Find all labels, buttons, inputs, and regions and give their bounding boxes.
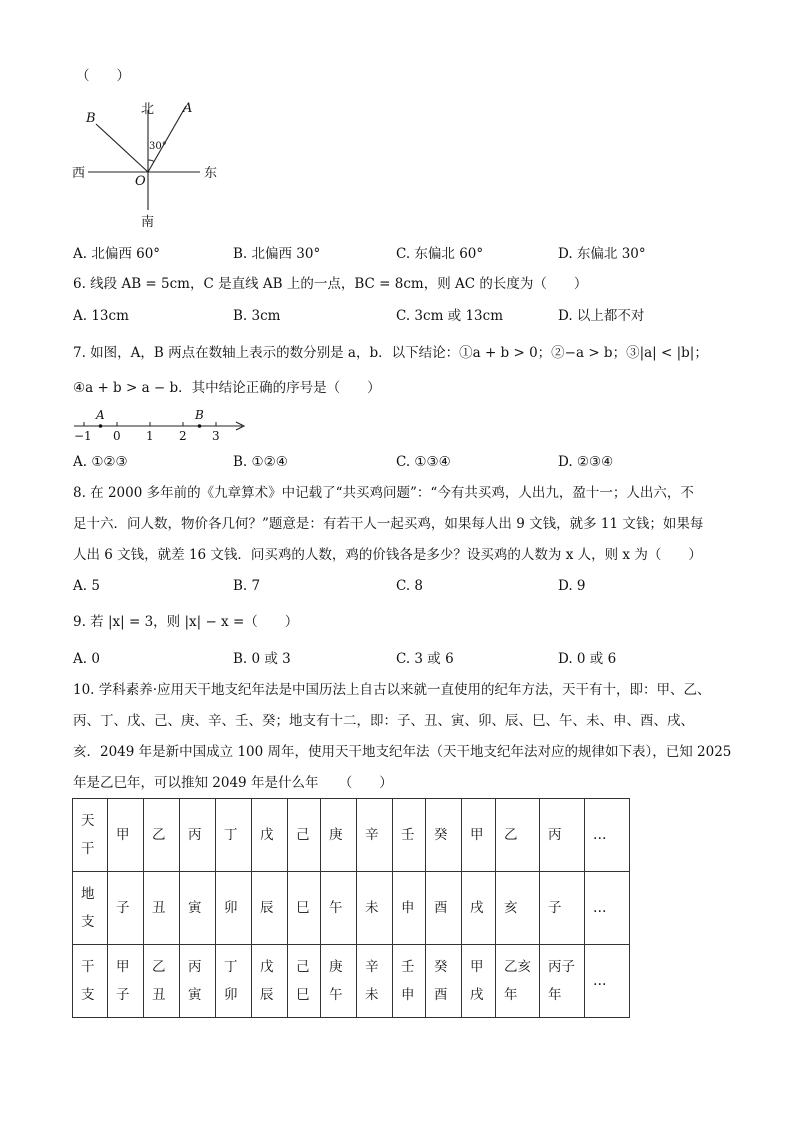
cell-text: … [593, 900, 607, 916]
north-label: 北 [141, 102, 155, 117]
q8-stem-line2: 足十六．问人数，物价各几何？”题意是：有若干人一起买鸡，如果每人出 9 文钱，就多 11 文钱；如果每 [73, 516, 704, 532]
cell-text: 甲 [116, 959, 130, 975]
table-cell [496, 945, 540, 1018]
q8-stem-line3: 人出 6 文钱，就差 16 文钱．问买鸡的人数，鸡的价钱各是多少？设买鸡的人数为 x 人，则 x 为（ ） [73, 547, 702, 563]
cell-text: 癸 [434, 827, 448, 843]
cell-text: 癸 [434, 959, 448, 975]
option-a[interactable]: A. 北偏西 60° [73, 246, 161, 262]
cell-text: 戌 [470, 987, 484, 1003]
tiangan-row [73, 799, 630, 872]
cell-text: 子 [116, 987, 130, 1003]
table-cell [144, 872, 180, 945]
q6-stem: 6. 线段 AB = 5cm，C 是直线 AB 上的一点，BC = 8cm，则 AC 的长度为（ ） [73, 276, 588, 292]
table-cell [108, 799, 144, 872]
cell-text: 寅 [188, 987, 202, 1003]
table-cell [462, 945, 496, 1018]
table-cell [585, 799, 630, 872]
table-cell [393, 799, 426, 872]
cell-text: 壬 [401, 959, 415, 975]
cell-text: 申 [401, 900, 415, 916]
table-cell [357, 945, 393, 1018]
table-cell [216, 799, 252, 872]
tick-label: −1 [74, 429, 92, 443]
tick-label: 0 [113, 429, 121, 443]
number-line-figure [70, 404, 255, 444]
option-b[interactable]: B. 7 [233, 578, 261, 594]
cell-text: 丁 [224, 827, 238, 843]
cell-text: 乙 [152, 959, 166, 975]
east-label: 东 [204, 166, 218, 181]
option-d[interactable]: D. 东偏北 30° [558, 246, 646, 262]
cell-text: 辰 [260, 900, 274, 916]
row-header-text: 地 [81, 886, 95, 902]
cell-text: 巳 [296, 900, 310, 916]
tick-label: 2 [179, 429, 187, 443]
cell-text: 申 [401, 987, 415, 1003]
compass-figure [70, 98, 230, 230]
table-cell [180, 799, 216, 872]
cell-text: 未 [365, 900, 379, 916]
cell-text: … [593, 973, 607, 989]
table-cell [462, 799, 496, 872]
option-d[interactable]: D. 0 或 6 [558, 651, 617, 667]
table-cell [321, 872, 357, 945]
option-a[interactable]: A. 5 [73, 578, 100, 594]
cell-text: 年 [548, 987, 562, 1003]
row-header-cell [73, 799, 108, 872]
table-cell [540, 799, 585, 872]
cell-text: 酉 [434, 987, 448, 1003]
cell-text: 寅 [188, 900, 202, 916]
option-c[interactable]: C. 3 或 6 [396, 651, 454, 667]
cell-text: 戌 [470, 900, 484, 916]
table-cell [144, 799, 180, 872]
cell-text: 卯 [224, 987, 238, 1003]
cell-text: 丑 [152, 987, 166, 1003]
cell-text: 未 [365, 987, 379, 1003]
table-cell [144, 945, 180, 1018]
table-cell [252, 872, 288, 945]
q7-stem-line2: ④a + b > a − b．其中结论正确的序号是（ ） [73, 380, 381, 396]
option-c[interactable]: C. 3cm 或 13cm [396, 308, 504, 324]
table-cell [108, 945, 144, 1018]
cell-text: 酉 [434, 900, 448, 916]
option-c[interactable]: C. 8 [396, 578, 424, 594]
cell-text: 庚 [329, 959, 343, 975]
q10-stem-line4: 年是乙巳年，可以推知 2049 年是什么年 （ ） [73, 775, 393, 791]
table-cell [288, 872, 321, 945]
row-header-text: 支 [81, 914, 95, 930]
tick-label: 3 [212, 429, 220, 443]
ray-OB [96, 124, 148, 172]
point-A [99, 424, 103, 428]
option-b[interactable]: B. 3cm [233, 308, 281, 324]
ganzhi-table [72, 798, 630, 1018]
row-header-text: 干 [81, 959, 95, 975]
table-cell [216, 872, 252, 945]
option-b[interactable]: B. 北偏西 30° [233, 246, 321, 262]
q10-stem-line1: 10. 学科素养·应用天干地支纪年法是中国历法上自古以来就一直使用的纪年方法，天干有十，即：甲、乙、 [73, 682, 711, 698]
table-cell [108, 872, 144, 945]
option-d[interactable]: D. 9 [558, 578, 586, 594]
cell-text: 卯 [224, 900, 238, 916]
cell-text: 丙 [188, 959, 202, 975]
q8-stem-line1: 8. 在 2000 多年前的《九章算术》中记载了“共买鸡问题”：“今有共买鸡，人出九，盈十一；人出六，不 [73, 485, 694, 501]
cell-text: 己 [296, 959, 310, 975]
table-cell [393, 872, 426, 945]
cell-text: 丙子 [548, 959, 575, 975]
cell-text: 丁 [224, 959, 238, 975]
row-header-cell [73, 872, 108, 945]
q5-answer-bracket: （ ） [76, 68, 130, 84]
cell-text: 甲 [470, 959, 484, 975]
table-cell [288, 799, 321, 872]
cell-text: 丑 [152, 900, 166, 916]
cell-text: 壬 [401, 827, 415, 843]
point-A-label: A [96, 408, 105, 422]
table-cell [426, 872, 462, 945]
table-cell [496, 872, 540, 945]
table-cell [216, 945, 252, 1018]
cell-text: 甲 [470, 827, 484, 843]
cell-text: 丙 [188, 827, 202, 843]
tick-label: 1 [146, 429, 154, 443]
point-A-label: A [183, 101, 193, 116]
option-d[interactable]: D. 以上都不对 [558, 308, 645, 324]
q9-stem: 9. 若 |x| = 3，则 |x| − x =（ ） [73, 614, 299, 630]
table-cell [321, 799, 357, 872]
option-b[interactable]: B. 0 或 3 [233, 651, 291, 667]
point-B-label: B [86, 111, 96, 126]
row-header-text: 干 [81, 841, 95, 857]
cell-text: 子 [116, 900, 130, 916]
origin-label: O [135, 174, 146, 189]
cell-text: 戊 [260, 827, 274, 843]
row-header-cell [73, 945, 108, 1018]
south-label: 南 [141, 215, 155, 230]
table-cell [252, 945, 288, 1018]
cell-text: 辛 [365, 827, 379, 843]
row-header-text: 天 [81, 813, 95, 829]
cell-text: 庚 [329, 827, 343, 843]
option-c[interactable]: C. 东偏北 60° [396, 246, 484, 262]
cell-text: 己 [296, 827, 310, 843]
point-B [198, 424, 202, 428]
table-cell [288, 945, 321, 1018]
table-cell [393, 945, 426, 1018]
cell-text: 乙 [152, 827, 166, 843]
angle-label: 30° [149, 141, 167, 152]
table-cell [496, 799, 540, 872]
option-a[interactable]: A. ①②③ [73, 454, 128, 470]
cell-text: 午 [329, 900, 343, 916]
cell-text: 丙 [548, 827, 562, 843]
table-cell [585, 872, 630, 945]
table-cell [252, 799, 288, 872]
point-B-label: B [195, 408, 204, 422]
option-c[interactable]: C. ①③④ [396, 454, 451, 470]
table-cell [540, 945, 585, 1018]
table-cell [462, 872, 496, 945]
table-cell [180, 872, 216, 945]
table-cell [585, 945, 630, 1018]
option-a[interactable]: A. 13cm [73, 308, 129, 324]
option-b[interactable]: B. ①②④ [233, 454, 288, 470]
q10-stem-line3: 亥．2049 年是新中国成立 100 周年，使用天干地支纪年法（天干地支纪年法对应的规律如下表），已知 2025 [73, 744, 732, 760]
cell-text: 辛 [365, 959, 379, 975]
dizhi-row [73, 872, 630, 945]
table-cell [426, 945, 462, 1018]
table-cell [357, 799, 393, 872]
angle-arc [148, 160, 154, 162]
ganzhi-row [73, 945, 630, 1018]
cell-text: 乙 [504, 827, 518, 843]
cell-text: … [593, 827, 607, 843]
table-cell [426, 799, 462, 872]
cell-text: 子 [548, 900, 562, 916]
cell-text: 甲 [116, 827, 130, 843]
cell-text: 年 [504, 987, 518, 1003]
row-header-text: 支 [81, 987, 95, 1003]
cell-text: 午 [329, 987, 343, 1003]
table-cell [180, 945, 216, 1018]
option-d[interactable]: D. ②③④ [558, 454, 614, 470]
q7-stem-line1: 7. 如图，A，B 两点在数轴上表示的数分别是 a，b．以下结论：①a + b > 0；②−a > b；③|a| < |b|； [73, 345, 708, 361]
cell-text: 巳 [296, 987, 310, 1003]
cell-text: 辰 [260, 987, 274, 1003]
cell-text: 乙亥 [504, 959, 531, 975]
cell-text: 亥 [504, 900, 518, 916]
q10-stem-line2: 丙、丁、戊、己、庚、辛、壬、癸；地支有十二，即：子、丑、寅、卯、辰、巳、午、未、申、酉、戌、 [73, 713, 694, 729]
cell-text: 戊 [260, 959, 274, 975]
option-a[interactable]: A. 0 [73, 651, 100, 667]
table-cell [321, 945, 357, 1018]
table-cell [357, 872, 393, 945]
west-label: 西 [72, 166, 86, 181]
table-cell [540, 872, 585, 945]
